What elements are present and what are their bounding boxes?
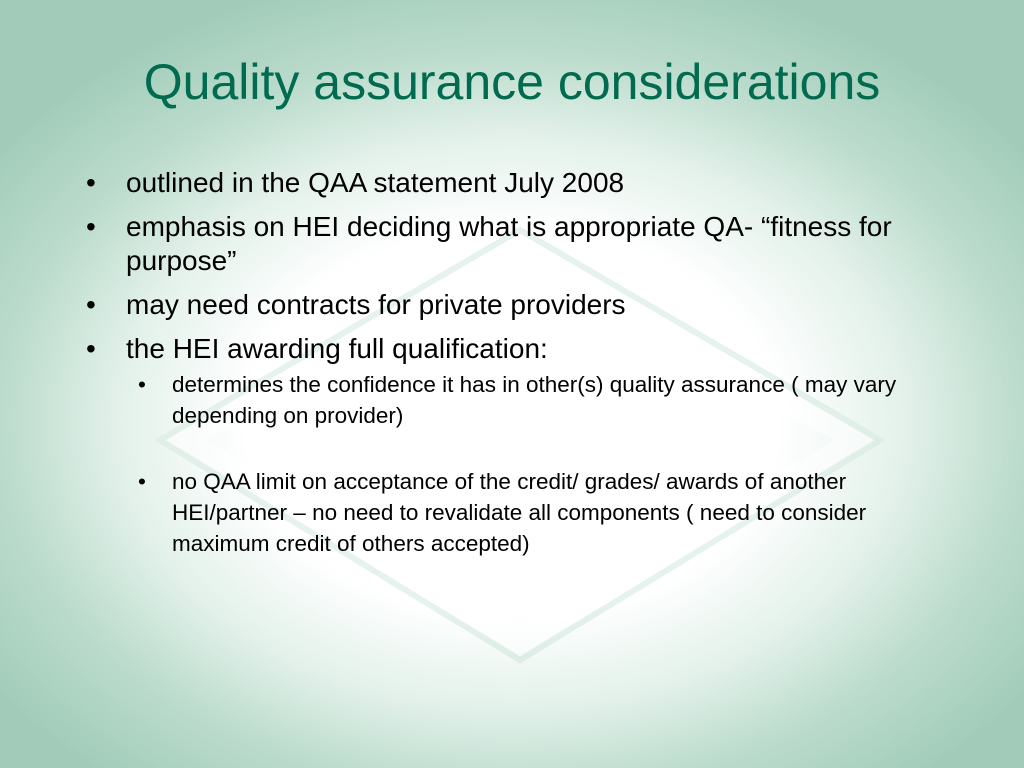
sub-bullet-marker: • xyxy=(138,469,146,494)
slide-body xyxy=(86,166,946,559)
bullet-marker: • xyxy=(86,289,96,320)
sub-bullet-item xyxy=(86,466,946,559)
bullet-text: outlined in the QAA statement July 2008 xyxy=(126,167,625,198)
bullet-item xyxy=(86,210,946,278)
bullet-text: the HEI awarding full qualification: xyxy=(126,333,548,364)
sub-bullet-text: no QAA limit on acceptance of the credit/ grades/ awards of another HEI/partner – no need to revalidate all components ( need to consider maximum credit of others accepted) xyxy=(172,469,867,556)
slide-title: Quality assurance considerations xyxy=(143,54,881,110)
bullet-item xyxy=(86,166,946,200)
sub-bullet-text: determines the confidence it has in other(s) quality assurance ( may vary depending on provider) xyxy=(172,372,897,428)
bullet-marker: • xyxy=(86,333,96,364)
sub-bullet-item xyxy=(86,369,946,431)
bullet-item xyxy=(86,288,946,322)
bullet-text: may need contracts for private providers xyxy=(126,289,626,320)
bullet-item xyxy=(86,332,946,366)
sub-bullet-marker: • xyxy=(138,372,146,397)
bullet-marker: • xyxy=(86,211,96,242)
bullet-text: emphasis on HEI deciding what is appropriate QA- “fitness for purpose” xyxy=(126,211,892,276)
bullet-marker: • xyxy=(86,167,96,198)
